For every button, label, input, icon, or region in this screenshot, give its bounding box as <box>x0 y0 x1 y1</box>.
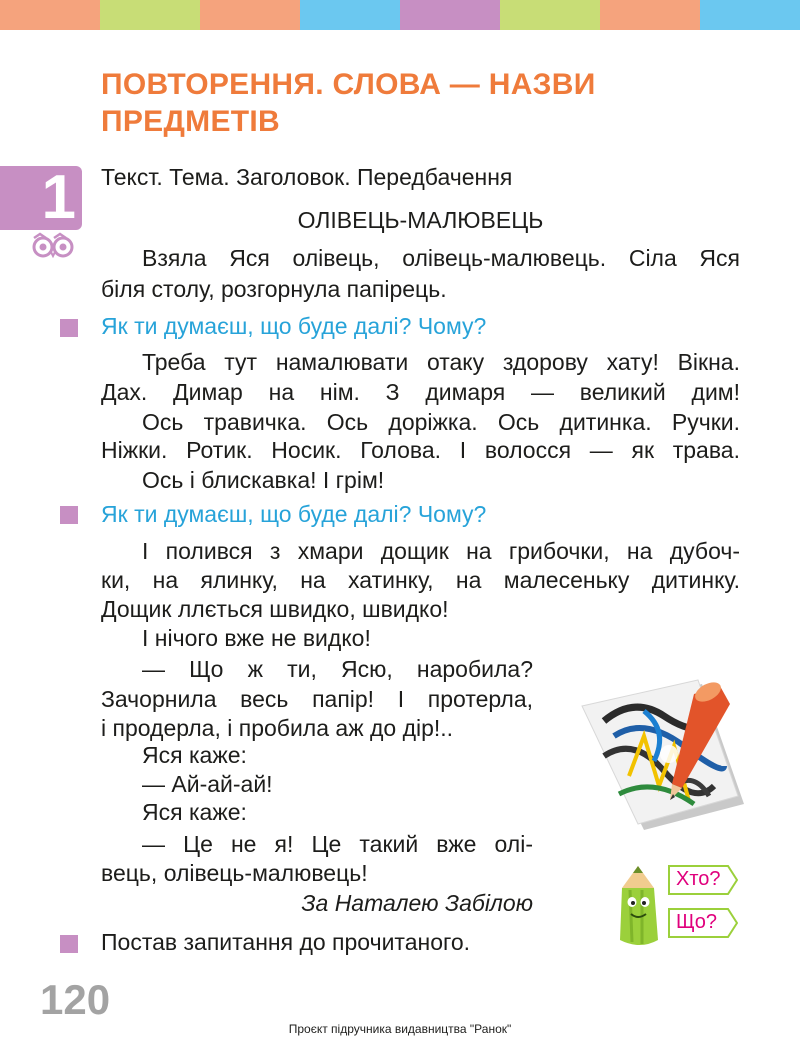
story-title: ОЛІВЕЦЬ-МАЛЮВЕЦЬ <box>297 207 544 233</box>
who-question-label: Хто? <box>676 868 721 890</box>
scribbled-paper-pencil-illustration <box>574 676 754 836</box>
stripe <box>500 0 600 30</box>
bullet-square-icon <box>60 319 78 337</box>
text-line: і продерла, і пробила аж до дір!.. <box>101 715 454 741</box>
text-line: — Це не я! Це такий вже олі- <box>142 831 533 857</box>
bullet-square-icon <box>60 935 78 953</box>
text-line: Ніжки. Ротик. Носик. Голова. І волосся — як трава. <box>101 437 740 463</box>
stripe <box>200 0 300 30</box>
owl-eyes-icon <box>30 232 78 258</box>
stripe <box>0 0 100 30</box>
text-line: ки, на ялинку, на хатинку, на малесеньку дитинку. <box>101 567 740 593</box>
stripe <box>100 0 200 30</box>
stripe <box>400 0 500 30</box>
what-question-label: Що? <box>676 911 717 933</box>
text-line: Зачорнила весь папір! І протерла, <box>101 686 533 712</box>
text-line: Дах. Димар на нім. З димаря — великий дим! <box>101 379 740 405</box>
text-line: Ось і блискавка! І грім! <box>142 467 385 493</box>
green-pencil-character-illustration <box>612 862 664 952</box>
task-line: Постав запитання до прочитаного. <box>101 929 471 955</box>
text-line: Яся каже: <box>142 799 247 825</box>
title-line-2: ПРЕДМЕТІВ <box>101 105 280 138</box>
text-line: Взяла Яся олівець, олівець-малювець. Сіла Яся <box>142 245 740 271</box>
topic-line: Текст. Тема. Заголовок. Передбачення <box>101 164 513 190</box>
text-line: — Ай-ай-ай! <box>142 771 273 797</box>
lesson-number: 1 <box>41 163 76 232</box>
who-question-tag <box>668 865 738 895</box>
page-title <box>101 66 701 140</box>
text-line: І нічого вже не видко! <box>142 625 371 651</box>
text-line: — Що ж ти, Ясю, наробила? <box>142 656 533 682</box>
text-line: Яся каже: <box>142 742 247 768</box>
author-line: За Наталею Забілою <box>301 890 533 916</box>
stripe <box>700 0 800 30</box>
stripe <box>300 0 400 30</box>
what-question-tag <box>668 908 738 938</box>
text-line: І полився з хмари дощик на грибочки, на дубоч- <box>142 538 740 564</box>
color-stripes <box>0 0 800 30</box>
question-line: Як ти думаєш, що буде далі? Чому? <box>101 313 487 339</box>
text-line: Дощик ллється швидко, швидко! <box>101 596 449 622</box>
text-line: біля столу, розгорнула папірець. <box>101 276 447 302</box>
title-line-1: ПОВТОРЕННЯ. СЛОВА — НАЗВИ <box>101 68 596 101</box>
page-number: 120 <box>40 976 111 1023</box>
text-line: вець, олівець-малювець! <box>101 860 368 886</box>
bullet-square-icon <box>60 506 78 524</box>
text-line: Треба тут намалювати отаку здорову хату! Вікна. <box>142 349 740 375</box>
stripe <box>600 0 700 30</box>
question-line: Як ти думаєш, що буде далі? Чому? <box>101 501 487 527</box>
footer-note: Проєкт підручника видавництва "Ранок" <box>288 1022 512 1036</box>
text-line: Ось травичка. Ось доріжка. Ось дитинка. Ручки. <box>142 409 740 435</box>
